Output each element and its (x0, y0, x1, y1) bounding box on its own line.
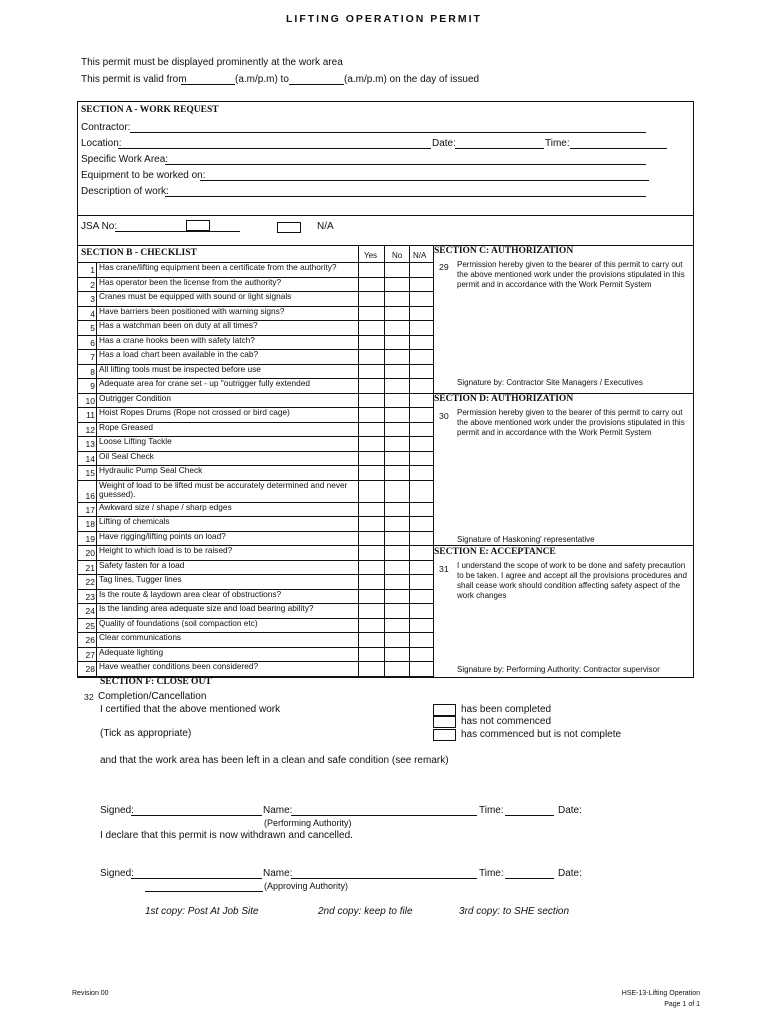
checklist-row (78, 378, 433, 393)
checklist-na-cell[interactable] (410, 436, 435, 451)
checklist-no-cell[interactable] (385, 320, 410, 335)
approving-authority: (Approving Authority) (264, 881, 349, 891)
checklist-question: Hydraulic Pump Seal Check (99, 465, 203, 475)
checklist-yes-cell[interactable] (359, 632, 384, 647)
checklist-number: 8 (90, 366, 95, 377)
checklist-question: Adequate area for crane set - up "outrigger fully extended (99, 378, 310, 388)
signed-field-2[interactable] (131, 878, 262, 879)
copy-3: 3rd copy: to SHE section (459, 906, 570, 917)
checklist-na-cell[interactable] (410, 393, 435, 408)
checklist-question: Outrigger Condition (99, 392, 171, 403)
certified-text: I certified that the above mentioned work (100, 704, 281, 715)
checklist-row (78, 291, 433, 306)
checklist-yes-cell[interactable] (359, 502, 384, 517)
checklist-na-cell[interactable] (410, 545, 435, 560)
checklist-row (78, 277, 433, 292)
time-field-1[interactable] (505, 815, 554, 816)
specific-work-area-field[interactable] (165, 164, 646, 165)
opt-not-complete: has commenced but is not complete (461, 729, 622, 740)
checklist-row (78, 349, 433, 364)
checklist-row (78, 364, 433, 379)
checklist-yes-cell[interactable] (359, 349, 384, 364)
checklist-yes-cell[interactable] (359, 335, 384, 350)
checklist-yes-cell[interactable] (359, 306, 384, 321)
checklist-no-cell[interactable] (385, 291, 410, 306)
date-label-2: Date: (558, 868, 582, 879)
checklist-na-cell[interactable] (410, 320, 435, 335)
section-e-text: I understand the scope of work to be done and safety precaution to be taken. I agree and accept all the provisions procedures and shall cease work should condition affecting safety aspect of the work changes (457, 561, 687, 600)
checklist-na-cell[interactable] (410, 603, 435, 618)
checklist-row (78, 262, 433, 277)
checklist-yes-cell[interactable] (359, 451, 384, 466)
time-label: Time: (545, 138, 570, 149)
checklist-question: All lifting tools must be inspected before use (99, 363, 261, 374)
checklist-no-cell[interactable] (385, 618, 410, 633)
checklist-number: 20 (85, 548, 95, 558)
checklist-row (78, 618, 433, 633)
checklist-no-cell[interactable] (385, 407, 410, 422)
checklist-question: Is the landing area adequate size and load bearing ability? (99, 603, 314, 613)
signed-label-1: Signed: (100, 805, 134, 816)
checklist-no-cell[interactable] (385, 335, 410, 350)
checklist-question: Have weather conditions been considered? (99, 661, 259, 671)
checklist-number: 26 (85, 635, 95, 645)
checklist-number: 15 (85, 468, 95, 478)
checklist-number: 9 (90, 381, 95, 391)
name-label-2: Name: (263, 868, 293, 879)
checklist-na-cell[interactable] (410, 349, 435, 364)
checklist-row (78, 516, 433, 531)
checklist-yes-cell[interactable] (359, 574, 384, 589)
display-notice: This permit must be displayed prominently at the work area (81, 57, 343, 68)
checklist-yes-cell[interactable] (359, 393, 384, 408)
checklist-number: 10 (85, 395, 95, 406)
checklist-question: Hoist Ropes Drums (Rope not crossed or bird cage) (99, 407, 290, 417)
checklist-row (78, 589, 433, 604)
checklist-question: Oil Seal Check (99, 450, 154, 461)
checklist-no-cell[interactable] (385, 364, 410, 379)
checklist-question: Adequate lighting (99, 646, 164, 657)
checklist-no-cell[interactable] (385, 349, 410, 364)
checklist-na-cell[interactable] (410, 291, 435, 306)
checklist-question: Have rigging/lifting points on load? (99, 530, 226, 541)
checklist-number: 1 (90, 265, 95, 275)
checklist-na-cell[interactable] (410, 589, 435, 604)
checklist-row (78, 306, 433, 321)
completed-checkbox[interactable] (433, 704, 456, 716)
checklist-row (78, 335, 433, 350)
doc-code: HSE-13-Lifting Operation (621, 990, 700, 997)
checklist-row (78, 393, 433, 408)
checklist-no-cell[interactable] (385, 502, 410, 517)
checklist-question: Has a load chart been available in the cab? (99, 349, 259, 359)
checklist-na-cell[interactable] (410, 574, 435, 589)
checklist-number: 2 (90, 279, 95, 290)
checklist-no-cell[interactable] (385, 603, 410, 618)
checklist-number: 7 (90, 352, 95, 362)
section-c-text: Permission hereby given to the bearer of this permit to carry out the above mentioned work under the provisions stipulated in this permit and in accordance with the Work Permit System (457, 260, 685, 289)
section-f-heading: SECTION F: CLOSE OUT (100, 677, 212, 687)
checklist-number: 24 (85, 606, 95, 616)
jsa-no-label: JSA No: (81, 221, 118, 232)
date-field[interactable] (455, 148, 544, 149)
checklist-number: 22 (85, 577, 95, 587)
checklist-question: Lifting of chemicals (99, 516, 170, 526)
checklist-row (78, 320, 433, 335)
checklist-question: Clear communications (99, 632, 182, 642)
checklist-na-cell[interactable] (410, 407, 435, 422)
checklist-na-cell[interactable] (410, 647, 435, 662)
checklist-row (78, 480, 433, 502)
valid-to-field[interactable] (289, 84, 344, 85)
col-no: No (392, 251, 403, 260)
checklist-no-cell[interactable] (385, 262, 410, 277)
section-d-heading: SECTION D: AUTHORIZATION (434, 394, 574, 404)
performing-authority: (Performing Authority) (264, 818, 352, 828)
checklist-yes-cell[interactable] (359, 465, 384, 480)
checklist-question: Quality of foundations (soil compaction etc) (99, 617, 258, 628)
section-b-heading: SECTION B - CHECKLIST (81, 248, 197, 258)
checklist-na-cell[interactable] (410, 422, 435, 437)
divider (433, 545, 694, 546)
checklist-row (78, 632, 433, 647)
checklist-no-cell[interactable] (385, 422, 410, 437)
col-na: N/A (413, 251, 427, 260)
declare-text: I declare that this permit is now withdrawn and cancelled. (100, 830, 353, 841)
checklist-number: 17 (85, 504, 95, 515)
revision-label: Revision 00 (72, 990, 109, 997)
checklist-na-cell[interactable] (410, 531, 435, 546)
date-label-1: Date: (558, 805, 582, 816)
checklist-yes-cell[interactable] (359, 436, 384, 451)
checklist-no-cell[interactable] (385, 393, 410, 408)
checklist-row (78, 647, 433, 662)
checklist-number: 12 (85, 424, 95, 435)
checklist-no-cell[interactable] (385, 661, 410, 676)
section-e-signature[interactable]: Signature by: Performing Authority: Contractor supervisor (457, 665, 660, 674)
checklist-question: Has a crane hooks been with safety latch? (99, 334, 255, 345)
section-e-number: 31 (439, 564, 449, 574)
section-e-heading: SECTION E: ACCEPTANCE (434, 547, 556, 557)
checklist-question: Has a watchman been on duty at all times? (99, 320, 258, 330)
time-field[interactable] (570, 148, 667, 149)
checklist-no-cell[interactable] (385, 378, 410, 393)
checklist-yes-cell[interactable] (359, 422, 384, 437)
jsa-no-field[interactable] (115, 231, 240, 232)
time-label-2: Time: (479, 868, 504, 879)
checklist-no-cell[interactable] (385, 480, 410, 502)
checklist-number: 27 (85, 649, 95, 660)
checklist-yes-cell[interactable] (359, 262, 384, 277)
checklist-yes-cell[interactable] (359, 545, 384, 560)
checklist-no-cell[interactable] (385, 589, 410, 604)
section-f-number: 32 (84, 692, 94, 702)
checklist-na-cell[interactable] (410, 335, 435, 350)
not-complete-checkbox[interactable] (433, 729, 456, 741)
checklist-yes-cell[interactable] (359, 603, 384, 618)
valid-from-field[interactable] (181, 84, 235, 85)
checklist-question: Safety fasten for a load (99, 559, 185, 570)
checklist-row (78, 560, 433, 575)
checklist-question: Has operator been the license from the authority? (99, 276, 282, 287)
checklist-no-cell[interactable] (385, 516, 410, 531)
checklist-yes-cell[interactable] (359, 661, 384, 676)
section-c-heading: SECTION C: AUTHORIZATION (434, 246, 574, 256)
checklist-na-cell[interactable] (410, 378, 435, 393)
checklist-yes-cell[interactable] (359, 407, 384, 422)
time-field-2[interactable] (505, 878, 554, 879)
section-d-number: 30 (439, 411, 449, 421)
checklist-row (78, 451, 433, 466)
checklist-row (78, 603, 433, 618)
checklist-number: 11 (86, 410, 95, 420)
checklist-row (78, 661, 433, 676)
checklist-number: 16 (85, 490, 95, 501)
valid-from-label: This permit is valid from (81, 74, 187, 85)
description-field[interactable] (165, 196, 646, 197)
equipment-label: Equipment to be worked on: (81, 170, 206, 181)
checklist-na-cell[interactable] (410, 364, 435, 379)
checklist-yes-cell[interactable] (359, 531, 384, 546)
checklist-na-cell[interactable] (410, 465, 435, 480)
checklist-yes-cell[interactable] (359, 364, 384, 379)
checklist-row (78, 407, 433, 422)
checklist-na-cell[interactable] (410, 451, 435, 466)
signed-field-1[interactable] (131, 815, 262, 816)
checklist-yes-cell[interactable] (359, 589, 384, 604)
checklist-question: Has crane/lifting equipment been a certificate from the authority? (99, 262, 337, 272)
checklist-question: Have barriers been positioned with warning signs? (99, 305, 285, 316)
checklist-na-cell[interactable] (410, 560, 435, 575)
checklist-number: 4 (90, 308, 95, 319)
name-label-1: Name: (263, 805, 293, 816)
checklist-question: Rope Greased (99, 421, 153, 432)
opt-not-commenced: has not commenced (461, 716, 552, 727)
opt-completed: has been completed (461, 704, 552, 715)
checklist-no-cell[interactable] (385, 647, 410, 662)
checklist-no-cell[interactable] (385, 465, 410, 480)
checklist-na-cell[interactable] (410, 480, 435, 502)
checklist-number: 28 (85, 664, 95, 674)
checklist-yes-cell[interactable] (359, 291, 384, 306)
checklist-row (78, 502, 433, 517)
page-number: Page 1 of 1 (664, 1001, 700, 1008)
signed-field-2-extra[interactable] (145, 891, 263, 892)
checklist-na-cell[interactable] (410, 632, 435, 647)
checklist-no-cell[interactable] (385, 574, 410, 589)
equipment-field[interactable] (200, 180, 649, 181)
time-label-1: Time: (479, 805, 504, 816)
name-field-1[interactable] (291, 815, 477, 816)
checklist-number: 23 (85, 591, 95, 602)
copy-1: 1st copy: Post At Job Site (145, 906, 259, 917)
not-commenced-checkbox[interactable] (433, 716, 456, 728)
checklist-na-cell[interactable] (410, 277, 435, 292)
contractor-field[interactable] (130, 132, 646, 133)
section-c-signature[interactable]: Signature by: Contractor Site Managers / Executives (457, 378, 643, 387)
section-a-heading: SECTION A - WORK REQUEST (81, 105, 219, 115)
divider (77, 215, 694, 216)
name-field-2[interactable] (291, 878, 477, 879)
checklist-yes-cell[interactable] (359, 560, 384, 575)
checklist-na-cell[interactable] (410, 502, 435, 517)
location-field[interactable] (118, 148, 431, 149)
valid-to-label: (a.m/p.m) to (235, 74, 289, 85)
section-c-number: 29 (439, 262, 449, 272)
checklist-yes-cell[interactable] (359, 378, 384, 393)
checklist-number: 19 (85, 533, 95, 544)
checklist-number: 25 (85, 620, 95, 631)
checklist-row (78, 436, 433, 451)
checklist-na-cell[interactable] (410, 618, 435, 633)
description-label: Description of work: (81, 186, 169, 197)
na-checkbox[interactable] (277, 222, 301, 233)
checklist-row (78, 545, 433, 560)
checklist-na-cell[interactable] (410, 516, 435, 531)
checklist-number: 18 (85, 519, 95, 529)
checklist-na-cell[interactable] (410, 262, 435, 277)
checklist-yes-cell[interactable] (359, 277, 384, 292)
clean-condition-text: and that the work area has been left in a clean and safe condition (see remark) (100, 755, 449, 766)
checklist-question: Loose Lifting Tackle (99, 436, 172, 446)
checklist-row (78, 574, 433, 589)
checklist-row (78, 531, 433, 546)
jsa-checkbox[interactable] (186, 220, 210, 231)
checklist-question: Weight of load to be lifted must be accurately determined and never guessed). (99, 479, 348, 499)
checklist-question: Tag lines, Tugger lines (99, 574, 182, 584)
checklist-row (78, 422, 433, 437)
signed-label-2: Signed: (100, 868, 134, 879)
checklist-no-cell[interactable] (385, 306, 410, 321)
section-d-text: Permission hereby given to the bearer of this permit to carry out the above mentioned work under the provisions stipulated in this permit and in accordance with the Work Permit System (457, 408, 685, 437)
copy-2: 2nd copy: keep to file (318, 906, 413, 917)
checklist-no-cell[interactable] (385, 560, 410, 575)
checklist-no-cell[interactable] (385, 545, 410, 560)
valid-day-label: (a.m/p.m) on the day of issued (344, 74, 480, 85)
checklist-question: Height to which load is to be raised? (99, 545, 233, 555)
checklist-number: 14 (85, 453, 95, 464)
checklist-number: 3 (90, 294, 95, 304)
tick-text: (Tick as appropriate) (100, 728, 192, 739)
contractor-label: Contractor: (81, 122, 131, 133)
checklist-number: 6 (90, 337, 95, 348)
checklist-number: 21 (85, 562, 95, 573)
checklist-yes-cell[interactable] (359, 516, 384, 531)
checklist-yes-cell[interactable] (359, 320, 384, 335)
checklist-na-cell[interactable] (410, 306, 435, 321)
checklist-yes-cell[interactable] (359, 647, 384, 662)
page-title: LIFTING OPERATION PERMIT (286, 13, 482, 25)
checklist-yes-cell[interactable] (359, 618, 384, 633)
na-label: N/A (317, 221, 334, 232)
checklist-yes-cell[interactable] (359, 480, 384, 502)
completion-label: Completion/Cancellation (98, 691, 207, 702)
checklist-question: Cranes must be equipped with sound or light signals (99, 291, 292, 301)
checklist-na-cell[interactable] (410, 661, 435, 676)
date-label: Date: (432, 138, 456, 149)
checklist-question: Is the route & laydown area clear of obstructions? (99, 588, 282, 599)
checklist-row (78, 465, 433, 480)
checklist-number: 5 (90, 323, 95, 333)
checklist-number: 13 (85, 439, 95, 449)
checklist-no-cell[interactable] (385, 436, 410, 451)
col-yes: Yes (364, 251, 378, 260)
checklist-no-cell[interactable] (385, 277, 410, 292)
section-d-signature[interactable]: Signature of Haskoning' representative (457, 535, 595, 544)
checklist-question: Awkward size / shape / sharp edges (99, 501, 232, 512)
checklist-no-cell[interactable] (385, 531, 410, 546)
specific-work-area-label: Specific Work Area: (81, 154, 169, 165)
checklist-no-cell[interactable] (385, 451, 410, 466)
checklist-no-cell[interactable] (385, 632, 410, 647)
location-label: Location: (81, 138, 122, 149)
